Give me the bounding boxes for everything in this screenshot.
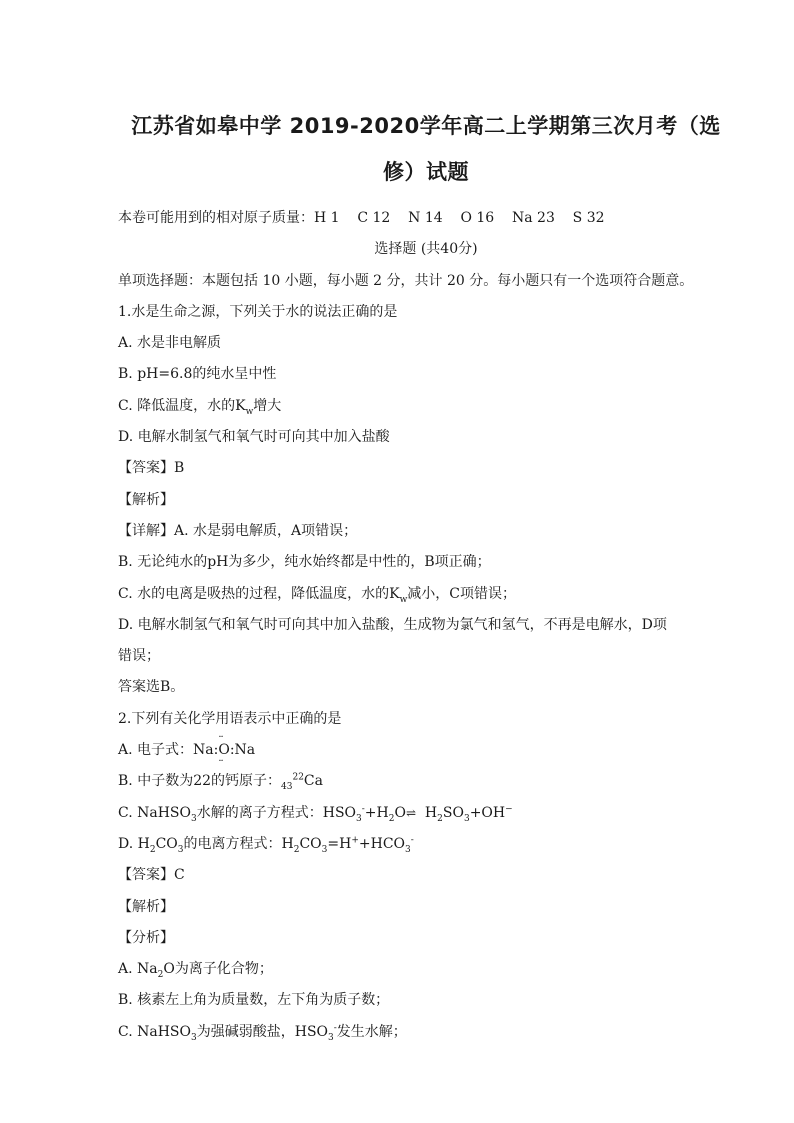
atomic-mass-line: 本卷可能用到的相对原子质量：H 1 C 12 N 14 O 16 Na 23 S 32 [118,210,605,226]
q2-option-b-text: B. 中子数为22的钙原子： [118,773,282,790]
atomic-number-sub: 43 [281,782,293,793]
q2d-5: 的电离方程式：H [183,835,294,852]
q2an-c-1: C. NaHSO [118,1023,191,1040]
q1-detail-c [118,579,734,610]
q2c-12: 3 [463,813,470,824]
oxygen-electron-dots: ·· O ·· [218,735,229,766]
q1-option-c-tail: 增大 [253,397,282,414]
kw-subscript: w [399,594,408,605]
q2c-14: − [505,803,513,814]
q2d-9: =H [327,835,352,852]
q2c-11: SO [442,804,464,821]
q2-option-a [118,735,734,766]
q2an-c-4: 3 [328,1032,334,1043]
q2an-c-2: 3 [191,1032,197,1043]
q2an-a-3: O为离子化合物； [163,961,273,978]
q1-option-c-text: C. 降低温度，水的K [118,397,246,414]
q1-detail-d-1: D. 电解水制氢气和氧气时可向其中加入盐酸，生成物为氯气和氢气，不再是电解水，D项 [118,616,667,633]
q2c-10: 2 [437,813,443,824]
q2c-1: C. NaHSO [118,804,191,821]
q2-option-a-tail: Na [234,742,256,759]
q2-jiexi: 【解析】 [118,898,174,915]
q1-detail-c-tail: 减小，C项错误； [407,585,517,602]
q1-option-a: A. 水是非电解质 [118,335,222,352]
q2d-7: CO [299,835,322,852]
q2c-5: - [361,803,365,814]
page-title [118,103,734,195]
q1-answer: 【答案】B [118,460,185,477]
mass-number-sup: 22 [292,772,304,783]
q2an-a-2: 2 [157,969,164,980]
q2-analysis-a [118,954,734,985]
q2an-c-5: - [333,1023,337,1034]
q2d-10: + [351,835,359,846]
calcium-symbol: Ca [303,773,323,790]
q2-option-d [118,829,734,860]
q1-detail-a: 【详解】A. 水是弱电解质，A项错误； [118,522,358,539]
q2d-12: 3 [405,844,411,855]
q2-option-b [118,766,734,797]
q2d-8: 3 [321,844,328,855]
q1-jiexi: 【解析】 [118,491,174,508]
q2d-2: 2 [149,844,156,855]
q2an-c-6: 发生水解； [336,1023,407,1040]
q2c-6: +H [364,804,389,821]
instructions: 单项选择题：本题包括 10 小题，每小题 2 分，共计 20 分。每小题只有一个选项符合题意。 [118,272,694,289]
q2d-1: D. H [118,835,150,852]
q1-option-b: B. pH=6.8的纯水呈中性 [118,366,277,383]
q2-option-c [118,798,734,829]
q2an-c-3: 为强碱弱酸盐，HSO [196,1023,329,1040]
q2c-7: 2 [388,813,395,824]
q1-detail-d-2: 错误； [118,648,160,665]
q2d-4: 3 [177,844,184,855]
q2-analysis-c [118,1017,734,1048]
q2c-4: 3 [356,813,362,824]
q2c-13: +OH [469,804,506,821]
q2d-6: 2 [293,844,300,855]
q2c-8: O [394,804,406,821]
q2c-2: 3 [191,813,197,824]
q2-stem: 2.下列有关化学用语表示中正确的是 [118,710,342,727]
q1-conclusion: 答案选B。 [118,679,185,696]
section-title: 选择题 (共40分) [374,241,478,258]
q1-detail-b: B. 无论纯水的pH为多少，纯水始终都是中性的，B项正确； [118,554,491,571]
q1-option-c [118,391,734,422]
q2-answer: 【答案】C [118,867,185,884]
q2c-3: 水解的离子方程式：HSO [196,804,357,821]
kw-subscript: w [245,406,254,417]
q2-fenxi: 【分析】 [118,929,174,946]
equilibrium-arrow-icon: ⇌ [405,805,417,820]
q2d-11: +HCO [358,835,406,852]
q2d-3: CO [155,835,178,852]
q2d-13: - [410,835,414,846]
q2-analysis-b: B. 核素左上角为质量数，左下角为质子数； [118,992,390,1009]
title-line-2: 修）试题 [383,160,469,184]
q2an-a-1: A. Na [118,961,158,978]
q1-option-d: D. 电解水制氢气和氧气时可向其中加入盐酸 [118,429,390,446]
q2-option-a-text: A. 电子式：Na [118,742,214,759]
q1-detail-c-text: C. 水的电离是吸热的过程，降低温度，水的K [118,585,400,602]
q1-stem: 1.水是生命之源，下列关于水的说法正确的是 [118,303,398,320]
title-line-1: 江苏省如皋中学 2019-2020学年高二上学期第三次月考（选 [131,114,721,138]
q2c-9: H [416,804,438,821]
